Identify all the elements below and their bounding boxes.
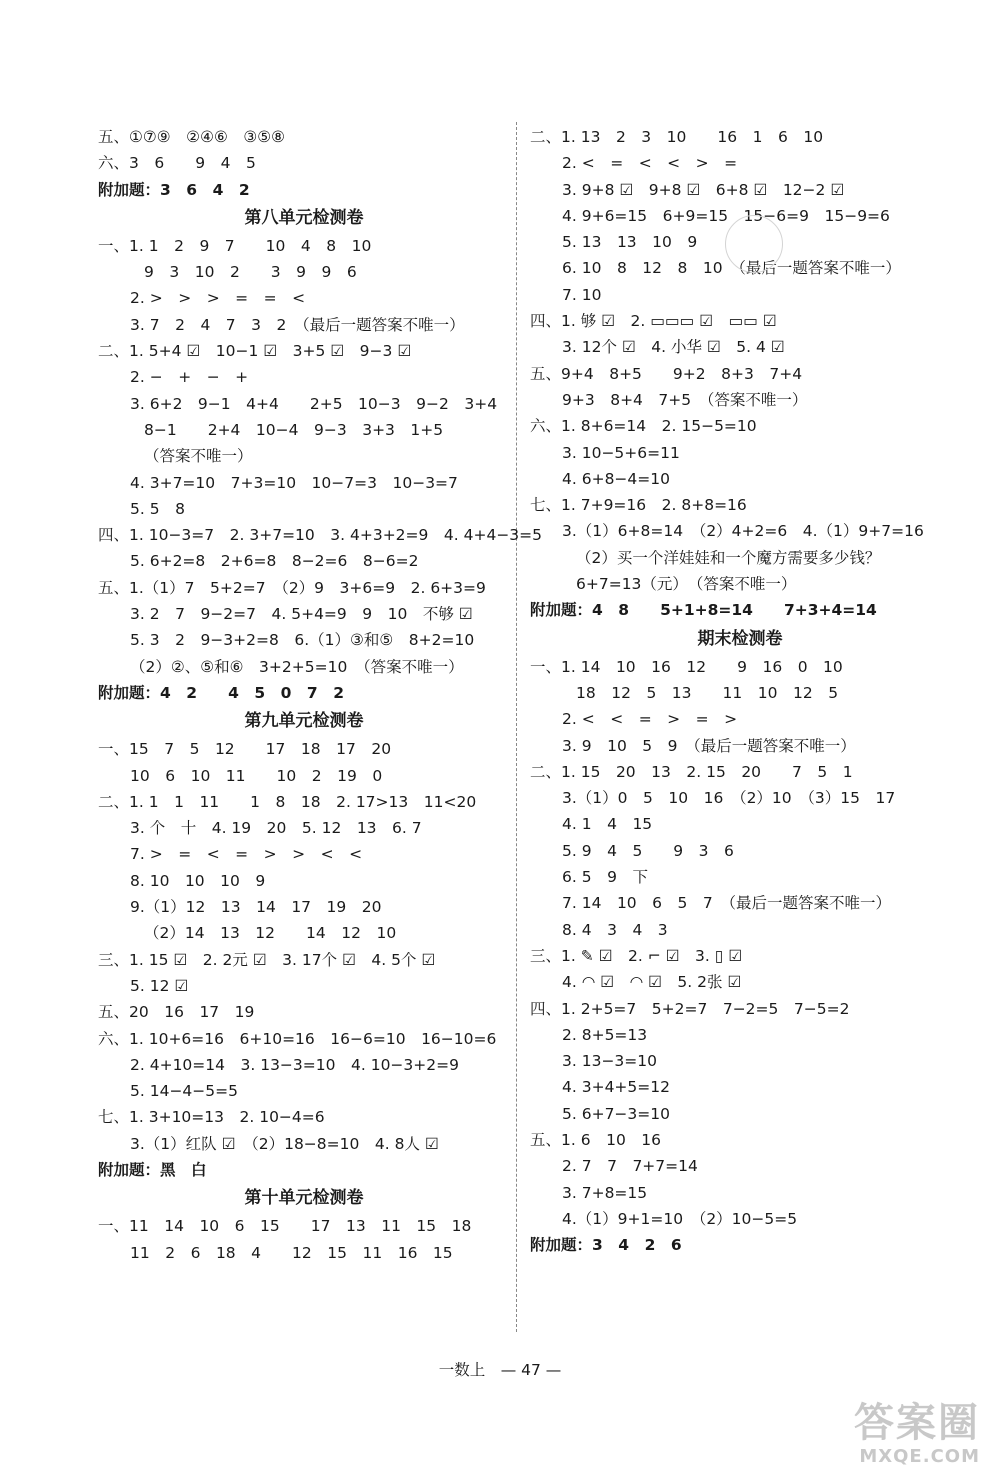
answer-line: 2. < < = > = > xyxy=(562,710,738,729)
answer-line: （答案不唯一） xyxy=(144,447,253,466)
answer-line: 5. 5 8 xyxy=(130,499,185,518)
answer-line: 5. 6+2=8 2+6=8 8−2=6 8−6=2 xyxy=(130,552,419,571)
answer-line: 五、20 16 17 19 xyxy=(98,1003,255,1022)
answer-line: 六、3 6 9 4 5 xyxy=(98,154,256,173)
column-divider xyxy=(516,122,517,1332)
watermark-url: MXQE.COM xyxy=(859,1446,980,1467)
answer-line: 2. 8+5=13 xyxy=(562,1025,648,1044)
answer-line: （2）14 13 12 14 12 10 xyxy=(144,924,397,943)
answer-line: 四、1. 10−3=7 2. 3+7=10 3. 4+3+2=9 4. 4+4−3=5 xyxy=(98,526,543,545)
answer-line: 5. 6+7−3=10 xyxy=(562,1104,670,1123)
answer-line: 3.（1）0 5 10 16 （2）10 （3）15 17 xyxy=(562,789,896,808)
section-title: 第十单元检测卷 xyxy=(244,1188,364,1209)
answer-line: 6+7=13（元） （答案不唯一） xyxy=(576,575,797,594)
answer-line: 2. 4+10=14 3. 13−3=10 4. 10−3+2=9 xyxy=(130,1055,459,1074)
bonus-answer-line: 附加题：4 8 5+1+8=14 7+3+4=14 xyxy=(530,601,877,620)
answer-line: 7. 10 xyxy=(562,285,602,304)
right-column xyxy=(530,124,950,1258)
answer-line: 3. 12个 ☑ 4. 小华 ☑ 5. 4 ☑ xyxy=(562,338,785,357)
answer-line: （2）②、⑤和⑥ 3+2+5=10 （答案不唯一） xyxy=(130,657,464,676)
answer-line: 5. 13 13 10 9 xyxy=(562,233,698,252)
answer-line: 五、1. 6 10 16 xyxy=(530,1130,662,1149)
answer-line: 2. − + − + xyxy=(130,368,249,387)
faint-stamp xyxy=(725,215,783,273)
answer-line: 8. 4 3 4 3 xyxy=(562,920,668,939)
answer-line: （2）买一个洋娃娃和一个魔方需要多少钱？ xyxy=(576,548,881,567)
answer-line: 3. 13−3=10 xyxy=(562,1052,657,1071)
answer-line: 4. 3+7=10 7+3=10 10−7=3 10−3=7 xyxy=(130,473,458,492)
section-title: 第九单元检测卷 xyxy=(244,711,364,732)
section-title: 第八单元检测卷 xyxy=(244,207,364,228)
answer-line: 一、11 14 10 6 15 17 13 11 15 18 xyxy=(98,1217,472,1236)
answer-line: 9+3 8+4 7+5 （答案不唯一） xyxy=(562,390,808,409)
answer-line: 3.（1）红队 ☑ （2）18−8=10 4. 8人 ☑ xyxy=(130,1134,439,1153)
answer-line: 五、9+4 8+5 9+2 8+3 7+4 xyxy=(530,364,803,383)
answer-line: 3. 6+2 9−1 4+4 2+5 10−3 9−2 3+4 xyxy=(130,394,498,413)
answer-line: 四、1. 2+5=7 5+2=7 7−2=5 7−5=2 xyxy=(530,999,850,1018)
answer-line: 3. 7+8=15 xyxy=(562,1183,648,1202)
answer-line: 4. ◠ ☑ ◠ ☑ 5. 2张 ☑ xyxy=(562,973,742,992)
answer-line: 3. 个 十 4. 19 20 5. 12 13 6. 7 xyxy=(130,819,422,838)
answer-line: 4. 9+6=15 6+9=15 15−6=9 15−9=6 xyxy=(562,206,890,225)
answer-line: 七、1. 7+9=16 2. 8+8=16 xyxy=(530,496,747,515)
answer-line: 一、15 7 5 12 17 18 17 20 xyxy=(98,740,392,759)
answer-line: 3. 2 7 9−2=7 4. 5+4=9 9 10 不够 ☑ xyxy=(130,605,473,624)
left-column xyxy=(98,124,543,1266)
answer-line: 二、1. 15 20 13 2. 15 20 7 5 1 xyxy=(530,762,853,781)
answer-line: 7. > = < = > > < < xyxy=(130,845,363,864)
answer-line: 5. 9 4 5 9 3 6 xyxy=(562,841,734,860)
answer-line: 4.（1）9+1=10 （2）10−5=5 xyxy=(562,1209,798,1228)
answer-line: 2. > > > = = < xyxy=(130,289,306,308)
answer-line: 三、1. 15 ☑ 2. 2元 ☑ 3. 17个 ☑ 4. 5个 ☑ xyxy=(98,950,436,969)
bonus-answer-line: 附加题：3 6 4 2 xyxy=(98,180,250,199)
answer-line: 5. 14−4−5=5 xyxy=(130,1082,238,1101)
answer-line: 7. 14 10 6 5 7 （最后一题答案不唯一） xyxy=(562,894,891,913)
answer-line: 3. 9+8 ☑ 9+8 ☑ 6+8 ☑ 12−2 ☑ xyxy=(562,180,845,199)
answer-line: 3. 7 2 4 7 3 2 （最后一题答案不唯一） xyxy=(130,315,465,334)
answer-line: 18 12 5 13 11 10 12 5 xyxy=(576,683,839,702)
bonus-answer-line: 附加题：3 4 2 6 xyxy=(530,1236,682,1255)
answer-line: 二、1. 13 2 3 10 16 1 6 10 xyxy=(530,128,824,146)
answer-line: 8−1 2+4 10−4 9−3 3+3 1+5 xyxy=(144,420,444,439)
answer-line: 2. < = < < > = xyxy=(562,154,738,173)
answer-line: 六、1. 10+6=16 6+10=16 16−6=10 16−10=6 xyxy=(98,1029,497,1048)
answer-line: 6. 5 9 下 xyxy=(562,868,648,887)
answer-line: 四、1. 够 ☑ 2. ▭▭▭ ☑ ▭▭ ☑ xyxy=(530,312,777,331)
answer-line: 七、1. 3+10=13 2. 10−4=6 xyxy=(98,1108,325,1127)
bonus-answer-line: 附加题：黑 白 xyxy=(98,1160,207,1179)
answer-line: 一、1. 14 10 16 12 9 16 0 10 xyxy=(530,657,843,676)
answer-line: 二、1. 5+4 ☑ 10−1 ☑ 3+5 ☑ 9−3 ☑ xyxy=(98,342,412,361)
answer-line: 三、1. ✎ ☑ 2. ⌐ ☑ 3. ▯ ☑ xyxy=(530,946,743,965)
answer-line: 2. 7 7 7+7=14 xyxy=(562,1157,698,1176)
watermark-logo xyxy=(760,1400,980,1467)
answer-line: 6. 10 8 12 8 10 （最后一题答案不唯一） xyxy=(562,259,901,278)
answer-line: 9 3 10 2 3 9 9 6 xyxy=(144,263,357,282)
answer-line: 六、1. 8+6=14 2. 15−5=10 xyxy=(530,417,757,436)
answer-line: 3.（1）6+8=14 （2）4+2=6 4.（1）9+7=16 xyxy=(562,522,924,541)
answer-line: 4. 3+4+5=12 xyxy=(562,1078,670,1097)
answer-line: 3. 9 10 5 9 （最后一题答案不唯一） xyxy=(562,736,856,755)
answer-line: 4. 6+8−4=10 xyxy=(562,469,670,488)
page-footer: 一数上 — 47 — xyxy=(438,1361,562,1379)
answer-line: 9.（1）12 13 14 17 19 20 xyxy=(130,898,382,917)
watermark-title: 答案圈 xyxy=(854,1400,980,1446)
bonus-answer-line: 附加题：4 2 4 5 0 7 2 xyxy=(98,683,344,702)
answer-line: 一、1. 1 2 9 7 10 4 8 10 xyxy=(98,236,372,255)
answer-line: 5. 3 2 9−3+2=8 6.（1）③和⑤ 8+2=10 xyxy=(130,631,475,650)
answer-line: 五、1.（1）7 5+2=7 （2）9 3+6=9 2. 6+3=9 xyxy=(98,578,486,597)
answer-line: 5. 12 ☑ xyxy=(130,976,189,995)
answer-line: 4. 1 4 15 xyxy=(562,815,653,834)
answer-line: 8. 10 10 10 9 xyxy=(130,871,266,890)
answer-line: 10 6 10 11 10 2 19 0 xyxy=(130,766,383,785)
answer-line: 二、1. 1 1 11 1 8 18 2. 17>13 11<20 xyxy=(98,792,477,811)
section-title: 期末检测卷 xyxy=(697,628,783,649)
answer-line: 五、①⑦⑨ ②④⑥ ③⑤⑧ xyxy=(98,128,286,146)
answer-line: 11 2 6 18 4 12 15 11 16 15 xyxy=(130,1243,453,1262)
answer-line: 3. 10−5+6=11 xyxy=(562,443,680,462)
